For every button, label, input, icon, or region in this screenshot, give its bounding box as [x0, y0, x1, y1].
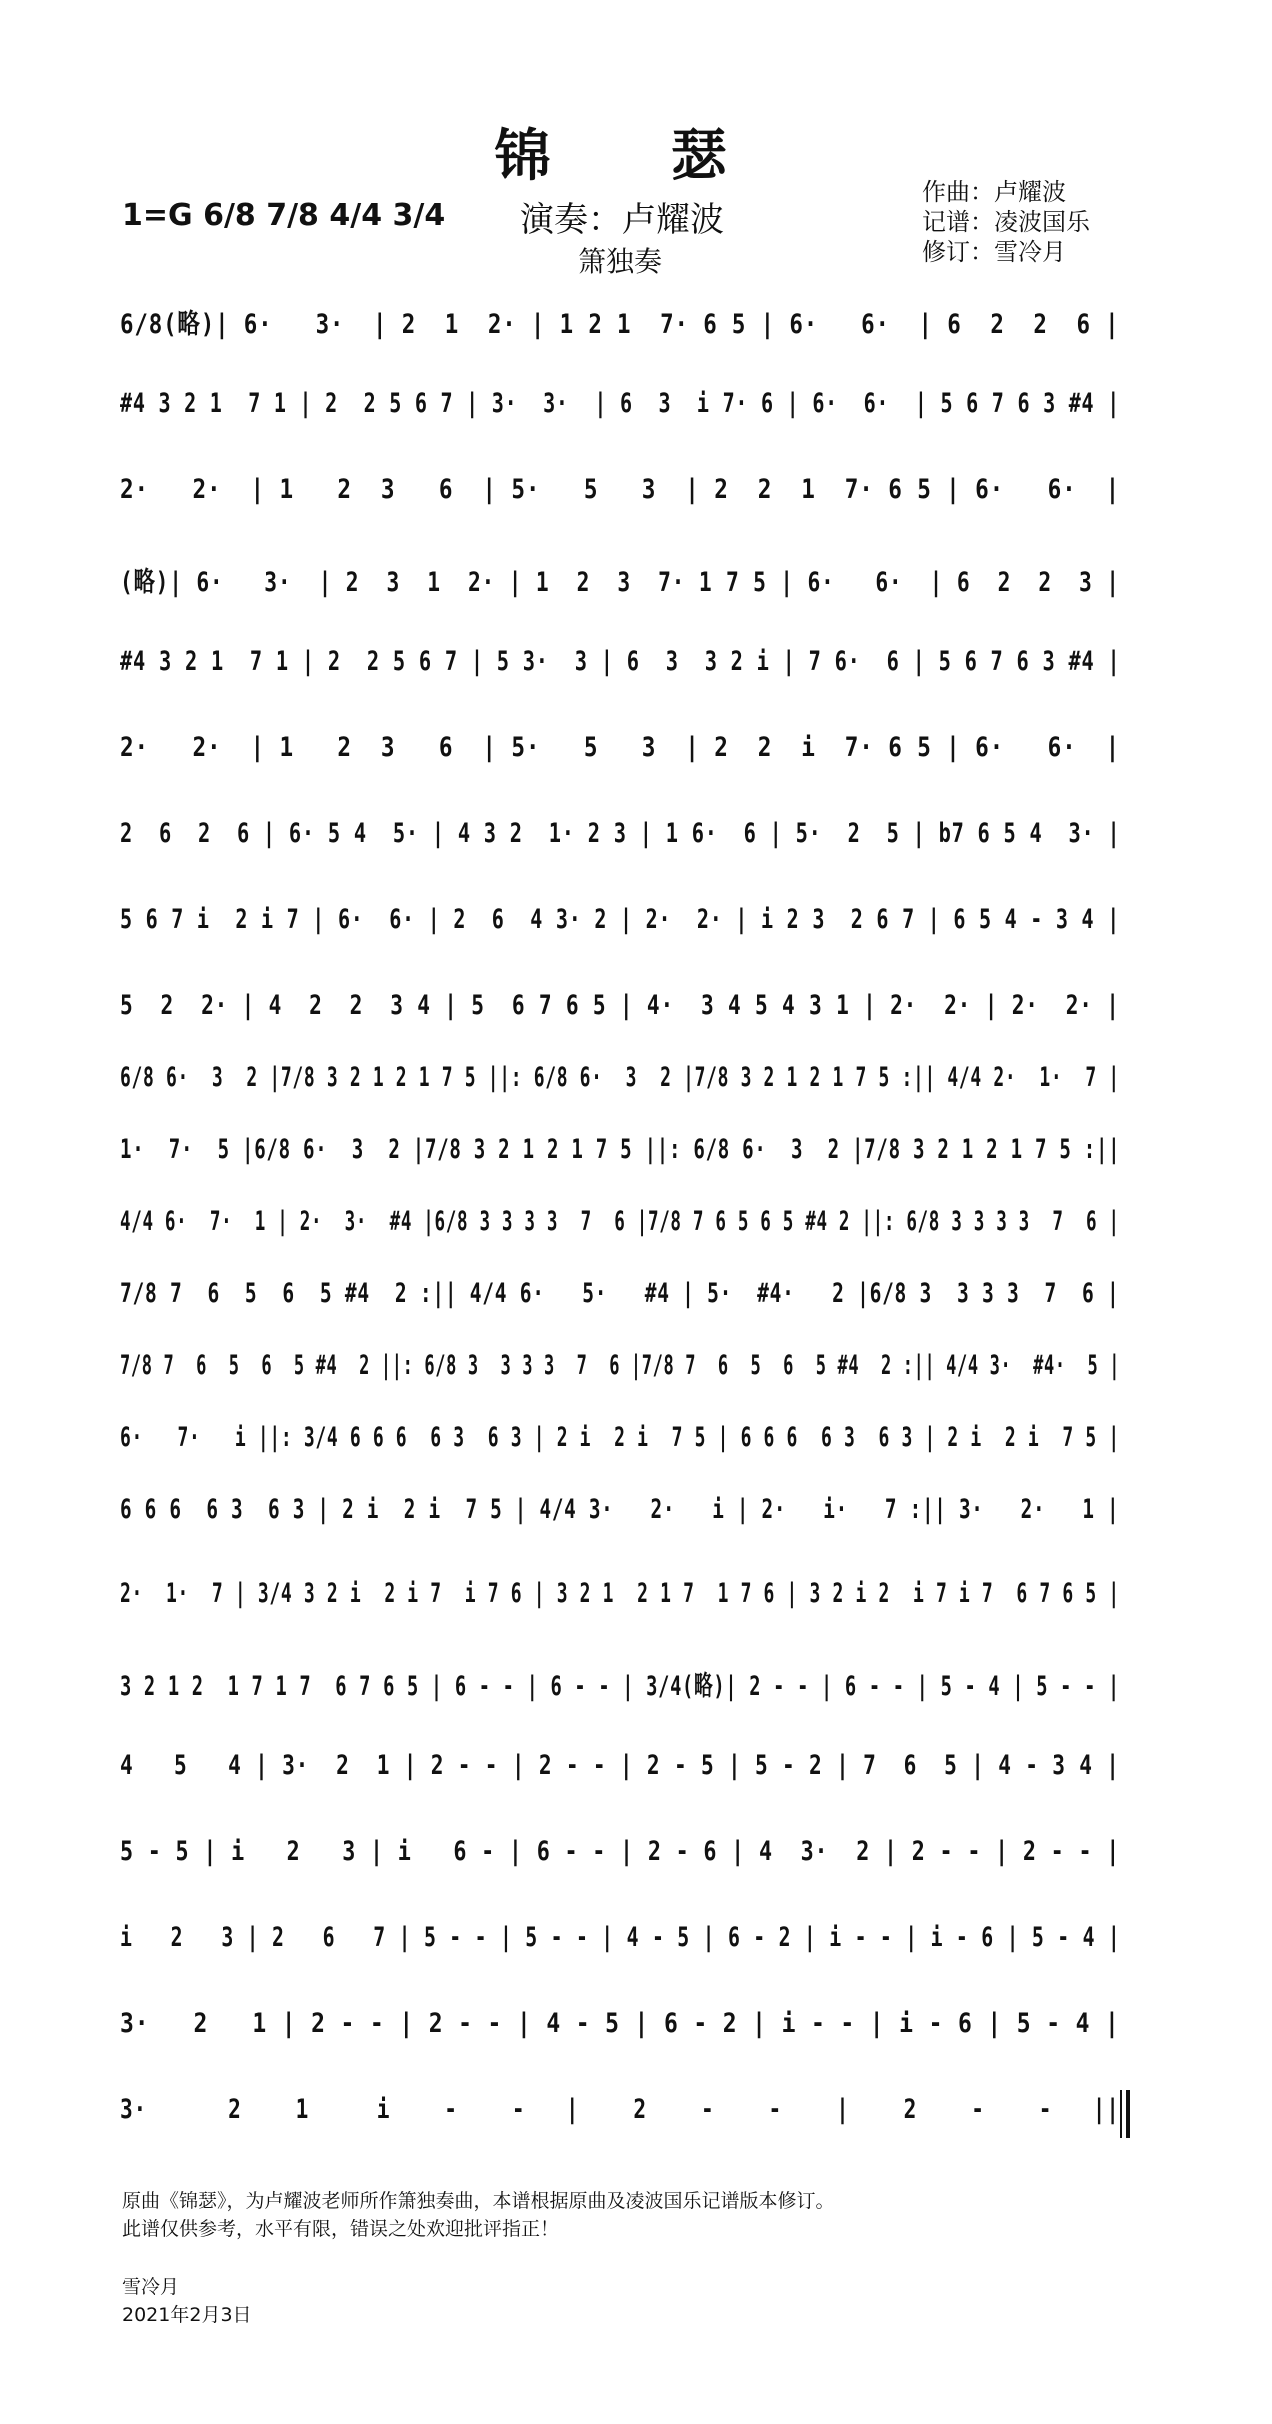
score-line-text: #4 3 2 1 7 1 | 2 2 5 6 7 | 3· 3· | 6 3 i 7· 6 | 6· 6· | 5 6 7 6 3 #4 |	[120, 388, 1121, 419]
score-line-text: 5 - 5 | i 2 3 | i 6 - | 6 - - | 2 - 6 | 4 3· 2 | 2 - - | 2 - - |	[120, 1836, 1121, 1867]
score-line	[120, 732, 1130, 792]
performer-line: 演奏：卢耀波	[520, 200, 724, 240]
key-signature: 1=G 6/8 7/8 4/4 3/4	[122, 198, 446, 233]
score-line	[120, 1350, 1130, 1410]
score-line	[120, 990, 1130, 1050]
score-line-text: 6/8(略)| 6· 3· | 2 1 2· | 1 2 1 7· 6 5 | 6· 6· | 6 2 2 6 |	[120, 309, 1120, 340]
score-line	[120, 1134, 1130, 1194]
score-line	[120, 474, 1130, 534]
score-line-text: 1· 7· 5 |6/8 6· 3 2 |7/8 3 2 1 2 1 7 5 ||: 6/8 6· 3 2 |7/8 3 2 1 2 1 7 5 :||	[120, 1134, 1121, 1165]
score-line	[120, 1664, 1130, 1724]
score-line	[120, 1494, 1130, 1554]
score-line-text: 4 5 4 | 3· 2 1 | 2 - - | 2 - - | 2 - 5 | 5 - 2 | 7 6 5 | 4 - 3 4 |	[120, 1750, 1120, 1781]
score-line-text: (略)| 6· 3· | 2 3 1 2· | 1 2 3 7· 1 7 5 | 6· 6· | 6 2 2 3 |	[120, 567, 1120, 598]
score-line-text: 5 2 2· | 4 2 2 3 4 | 5 6 7 6 5 | 4· 3 4 5 4 3 1 | 2· 2· | 2· 2· |	[120, 990, 1120, 1021]
score-line	[120, 1206, 1130, 1266]
score-line-text: 2· 2· | 1 2 3 6 | 5· 5 3 | 2 2 i 7· 6 5 | 6· 6· |	[120, 732, 1121, 763]
score-line	[120, 1578, 1130, 1638]
score-line	[120, 1836, 1130, 1896]
score-line	[120, 646, 1130, 706]
score-line-final	[120, 2094, 1130, 2154]
score-line-text: 5 6 7 i 2 i 7 | 6· 6· | 2 6 4 3· 2 | 2· 2· | i 2 3 2 6 7 | 6 5 4 - 3 4 |	[120, 904, 1121, 935]
score-line-text: 2· 1· 7 | 3/4 3 2 i 2 i 7 i 7 6 | 3 2 1 2 1 7 1 7 6 | 3 2 i 2 i 7 i 7 6 7 6 5 |	[120, 1578, 1120, 1609]
score-title: 锦 瑟	[494, 123, 778, 189]
score-line	[120, 2008, 1130, 2068]
score-line-text: 3· 2 1 | 2 - - | 2 - - | 4 - 5 | 6 - 2 | i - - | i - 6 | 5 - 4 |	[120, 2008, 1120, 2039]
subtitle: 箫独奏	[578, 245, 663, 278]
score-line-text: 2· 2· | 1 2 3 6 | 5· 5 3 | 2 2 1 7· 6 5 | 6· 6· |	[120, 474, 1121, 505]
signature: 雪冷月	[122, 2276, 180, 2298]
score-line	[120, 818, 1130, 878]
score-line	[120, 904, 1130, 964]
composer-credit: 作曲：卢耀波	[922, 178, 1066, 206]
score-line	[120, 1278, 1130, 1338]
score-line	[120, 388, 1130, 448]
score-line-text: 6 6 6 6 3 6 3 | 2 i 2 i 7 5 | 4/4 3· 2· i | 2· i· 7 :|| 3· 2· 1 |	[120, 1494, 1120, 1525]
score-line	[120, 1062, 1130, 1122]
score-line-text: 7/8 7 6 5 6 5 #4 2 :|| 4/4 6· 5· #4 | 5· #4· 2 |6/8 3 3 3 3 7 6 |	[120, 1278, 1120, 1309]
date: 2021年2月3日	[122, 2304, 252, 2326]
score-line-text: 7/8 7 6 5 6 5 #4 2 ||: 6/8 3 3 3 3 7 6 |7/8 7 6 5 6 5 #4 2 :|| 4/4 3· #4· 5 |	[120, 1350, 1121, 1381]
score-line-text: 3· 2 1 i - - | 2 - - | 2 - - ||	[120, 2094, 1120, 2125]
score-line-text: 2 6 2 6 | 6· 5 4 5· | 4 3 2 1· 2 3 | 1 6· 6 | 5· 2 5 | b7 6 5 4 3· |	[120, 818, 1121, 849]
score-line-text: 6· 7· i ||: 3/4 6 6 6 6 3 6 3 | 2 i 2 i 7 5 | 6 6 6 6 3 6 3 | 2 i 2 i 7 5 |	[120, 1422, 1120, 1453]
score-line-text: i 2 3 | 2 6 7 | 5 - - | 5 - - | 4 - 5 | 6 - 2 | i - - | i - 6 | 5 - 4 |	[120, 1922, 1121, 1953]
footer-note: 原曲《锦瑟》，为卢耀波老师所作箫独奏曲，本谱根据原曲及凌波国乐记谱版本修订。	[122, 2190, 835, 2212]
final-barline	[1120, 2090, 1130, 2138]
score-line	[120, 1422, 1130, 1482]
score-line-text: 3 2 1 2 1 7 1 7 6 7 6 5 | 6 - - | 6 - - | 3/4(略)| 2 - - | 6 - - | 5 - 4 | 5 - - |	[120, 1671, 1120, 1702]
score-line-text: 6/8 6· 3 2 |7/8 3 2 1 2 1 7 5 ||: 6/8 6· 3 2 |7/8 3 2 1 2 1 7 5 :|| 4/4 2· 1· 7 |	[120, 1062, 1120, 1093]
transcriber-credit: 记谱：凌波国乐	[922, 208, 1090, 236]
reviser-credit: 修订：雪冷月	[922, 238, 1066, 266]
footer-note: 此谱仅供参考，水平有限，错误之处欢迎批评指正！	[122, 2218, 560, 2240]
score-line	[120, 1750, 1130, 1810]
score-line-text: #4 3 2 1 7 1 | 2 2 5 6 7 | 5 3· 3 | 6 3 3 2 i | 7 6· 6 | 5 6 7 6 3 #4 |	[120, 646, 1121, 677]
score-line	[120, 560, 1130, 620]
score-line	[120, 1922, 1130, 1982]
score-line-text: 4/4 6· 7· 1 | 2· 3· #4 |6/8 3 3 3 3 7 6 |7/8 7 6 5 6 5 #4 2 ||: 6/8 3 3 3 3 7 6 |	[120, 1206, 1120, 1237]
score-line	[120, 302, 1130, 362]
